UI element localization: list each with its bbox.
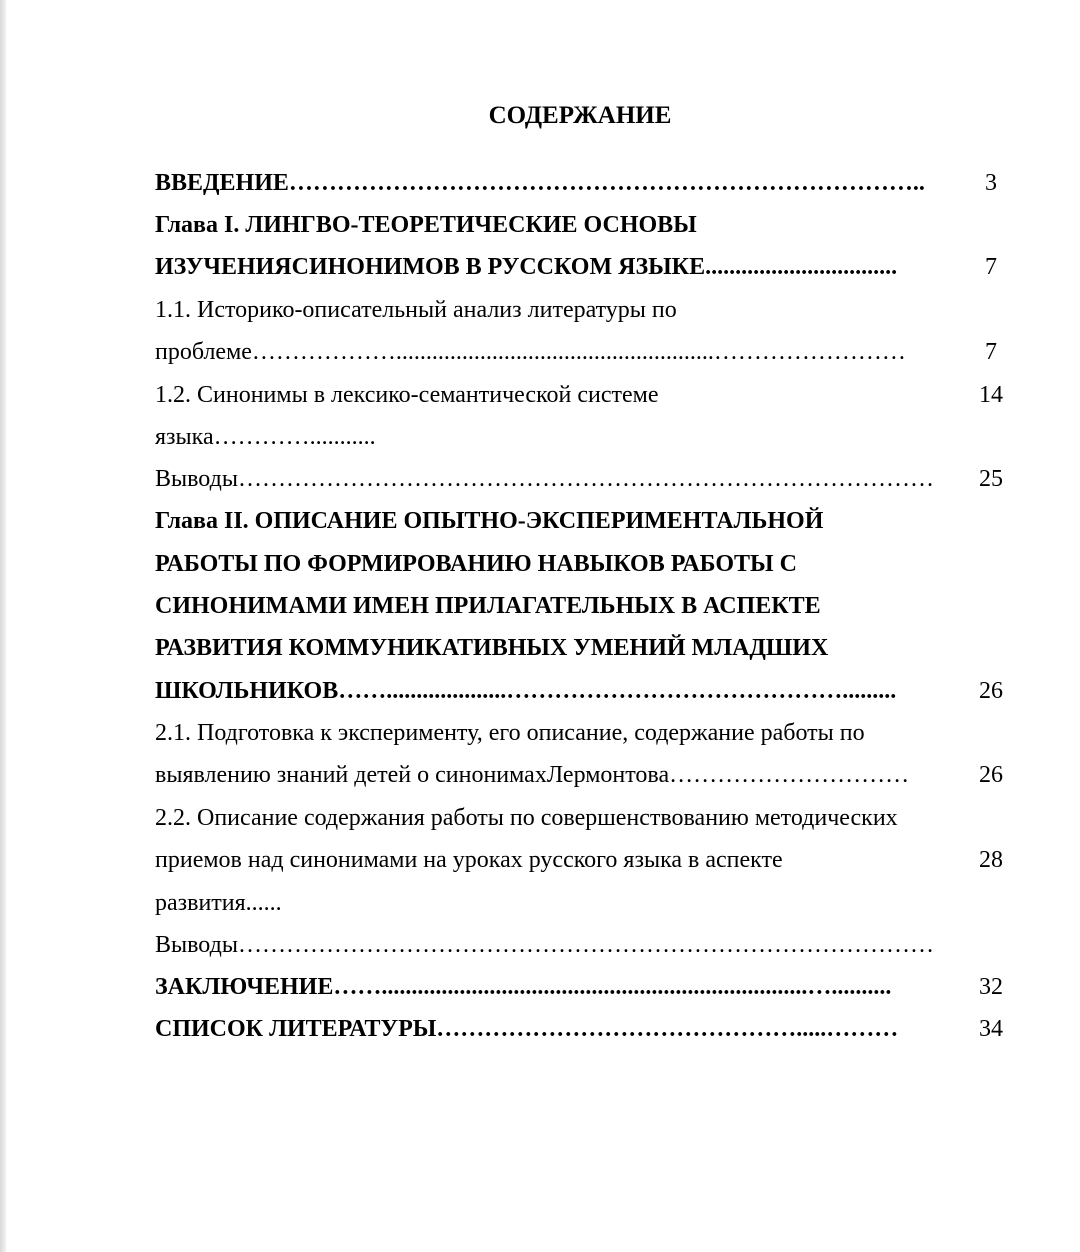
toc-entry-intro: ВВЕДЕНИЕ…………………………………………………………………….. [155, 170, 925, 196]
toc-entry-conclusions-2: Выводы…………………………………………………………………………… [155, 932, 934, 958]
toc-page-conclusions-1: 25 [979, 466, 1003, 492]
toc-entry-chapter2-line3: СИНОНИМАМИ ИМЕН ПРИЛАГАТЕЛЬНЫХ В АСПЕКТЕ [155, 593, 821, 619]
toc-entry-section-1-2-line2: языка…………........... [155, 424, 376, 450]
page-title: СОДЕРЖАНИЕ [488, 102, 672, 129]
toc-entry-chapter2-line5: ШКОЛЬНИКОВ……....................……………………………………......... [155, 678, 897, 704]
toc-entry-chapter1-line1: Глава I. ЛИНГВО-ТЕОРЕТИЧЕСКИЕ ОСНОВЫ [155, 212, 697, 238]
toc-page-references: 34 [979, 1016, 1003, 1042]
toc-entry-section-2-2-line1: 2.2. Описание содержания работы по совершенствованию методических [155, 805, 898, 831]
toc-page-intro: 3 [985, 170, 997, 196]
toc-entry-section-1-1-line1: 1.1. Историко-описательный анализ литературы по [155, 297, 677, 323]
toc-entry-section-1-2-line1: 1.2. Синонимы в лексико-семантической системе [155, 382, 659, 408]
toc-page-section-2-1: 26 [979, 762, 1003, 788]
toc-entry-section-2-2-line2: приемов над синонимами на уроках русского языка в аспекте [155, 847, 783, 873]
toc-entry-chapter2-line2: РАБОТЫ ПО ФОРМИРОВАНИЮ НАВЫКОВ РАБОТЫ С [155, 551, 797, 577]
toc-entry-chapter2-line1: Глава II. ОПИСАНИЕ ОПЫТНО-ЭКСПЕРИМЕНТАЛЬНОЙ [155, 508, 824, 534]
toc-page-chapter1: 7 [985, 254, 997, 280]
document-page [6, 0, 1080, 1252]
toc-page-conclusion: 32 [979, 974, 1003, 1000]
toc-entry-section-2-1-line2: выявлению знаний детей о синонимахЛермонтова………………………… [155, 762, 910, 788]
toc-entry-conclusions-1: Выводы…………………………………………………………………………… [155, 466, 934, 492]
toc-entry-chapter2-line4: РАЗВИТИЯ КОММУНИКАТИВНЫХ УМЕНИЙ МЛАДШИХ [155, 635, 829, 661]
toc-entry-chapter1-line2: ИЗУЧЕНИЯСИНОНИМОВ В РУССКОМ ЯЗЫКЕ................................ [155, 254, 898, 280]
toc-entry-section-2-1-line1: 2.1. Подготовка к эксперименту, его описание, содержание работы по [155, 720, 865, 746]
toc-page-section-2-2: 28 [979, 847, 1003, 873]
toc-page-chapter2: 26 [979, 678, 1003, 704]
toc-entry-conclusion: ЗАКЛЮЧЕНИЕ…….......................................................................….......... [155, 974, 892, 1000]
toc-entry-references: СПИСОК ЛИТЕРАТУРЫ……………………………………….....……… [155, 1016, 899, 1042]
toc-page-section-1-2: 14 [979, 382, 1003, 408]
toc-entry-section-1-1-line2: проблеме……………….....................................................…………………… [155, 339, 906, 365]
toc-entry-section-2-2-line3: развития...... [155, 890, 282, 916]
toc-page-section-1-1: 7 [985, 339, 997, 365]
